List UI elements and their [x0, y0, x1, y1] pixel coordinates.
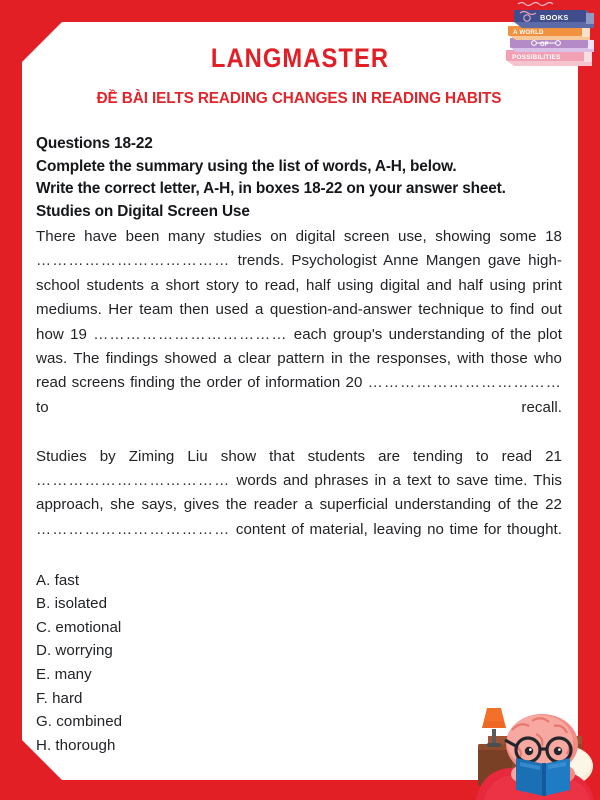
section-heading: Studies on Digital Screen Use	[36, 202, 250, 220]
answer-blank-21[interactable]: ………………………………	[36, 472, 231, 490]
answer-blank-18[interactable]: ………………………………	[36, 252, 231, 270]
paragraph1-segment-1: There have been many studies on digital screen use, showing some 18	[36, 228, 562, 245]
book-stack-illustration	[500, 0, 598, 72]
paragraph2-segment-3: content of material, leaving no time for thought.	[230, 520, 562, 538]
paragraph2-segment-2: words and phrases in a text to save time. This approach, she says, gives the reader a superficial understanding of the 22	[36, 472, 562, 514]
list-item[interactable]: D. worrying	[36, 642, 113, 660]
list-item[interactable]: G. combined	[36, 713, 123, 731]
questions-range-heading: Questions 18-22	[36, 135, 153, 152]
list-item[interactable]: B. isolated	[36, 595, 108, 613]
instruction-line-1: Complete the summary using the list of words, A-H, below.	[36, 157, 457, 175]
svg-text:BOOKS: BOOKS	[540, 13, 569, 22]
svg-text:POSSIBILITIES: POSSIBILITIES	[512, 54, 561, 61]
svg-text:A WORLD: A WORLD	[513, 29, 544, 36]
paragraph1-segment-3: each group's understanding of the plot was. The findings showed a clear pattern in the responses, with those who read screens finding the order of information 20	[36, 325, 562, 392]
paragraph1-segment-2: trends. Psychologist Anne Mangen gave high-school students a short story to read, half using digital and half using print mediums. Her team then used a question-and-answer technique to find out how 19	[36, 252, 562, 343]
page-title: LANGMASTER	[210, 43, 390, 73]
brain-reader-illustration	[470, 674, 600, 800]
paragraph2-segment-1: Studies by Ziming Liu show that students are tending to read 21	[36, 447, 562, 465]
summary-paragraph-2	[36, 445, 562, 567]
svg-text:OF: OF	[540, 42, 549, 48]
list-item[interactable]: E. many	[36, 666, 92, 684]
paragraph1-segment-4: to recall.	[36, 398, 562, 416]
list-item[interactable]: H. thorough	[36, 736, 116, 754]
list-item[interactable]: C. emotional	[36, 618, 122, 636]
answer-blank-19[interactable]: ………………………………	[93, 325, 288, 343]
instruction-line-2: Write the correct letter, A-H, in boxes 18-22 on your answer sheet.	[36, 180, 506, 197]
worksheet-content	[36, 133, 562, 757]
answer-blank-22[interactable]: ………………………………	[36, 520, 231, 538]
document-subtitle: ĐỀ BÀI IELTS READING CHANGES IN READING HABITS	[96, 90, 502, 107]
list-item[interactable]: A. fast	[36, 571, 80, 589]
answer-blank-20[interactable]: ………………………………	[367, 374, 562, 392]
summary-paragraph-1	[36, 225, 562, 445]
list-item[interactable]: F. hard	[36, 689, 83, 707]
